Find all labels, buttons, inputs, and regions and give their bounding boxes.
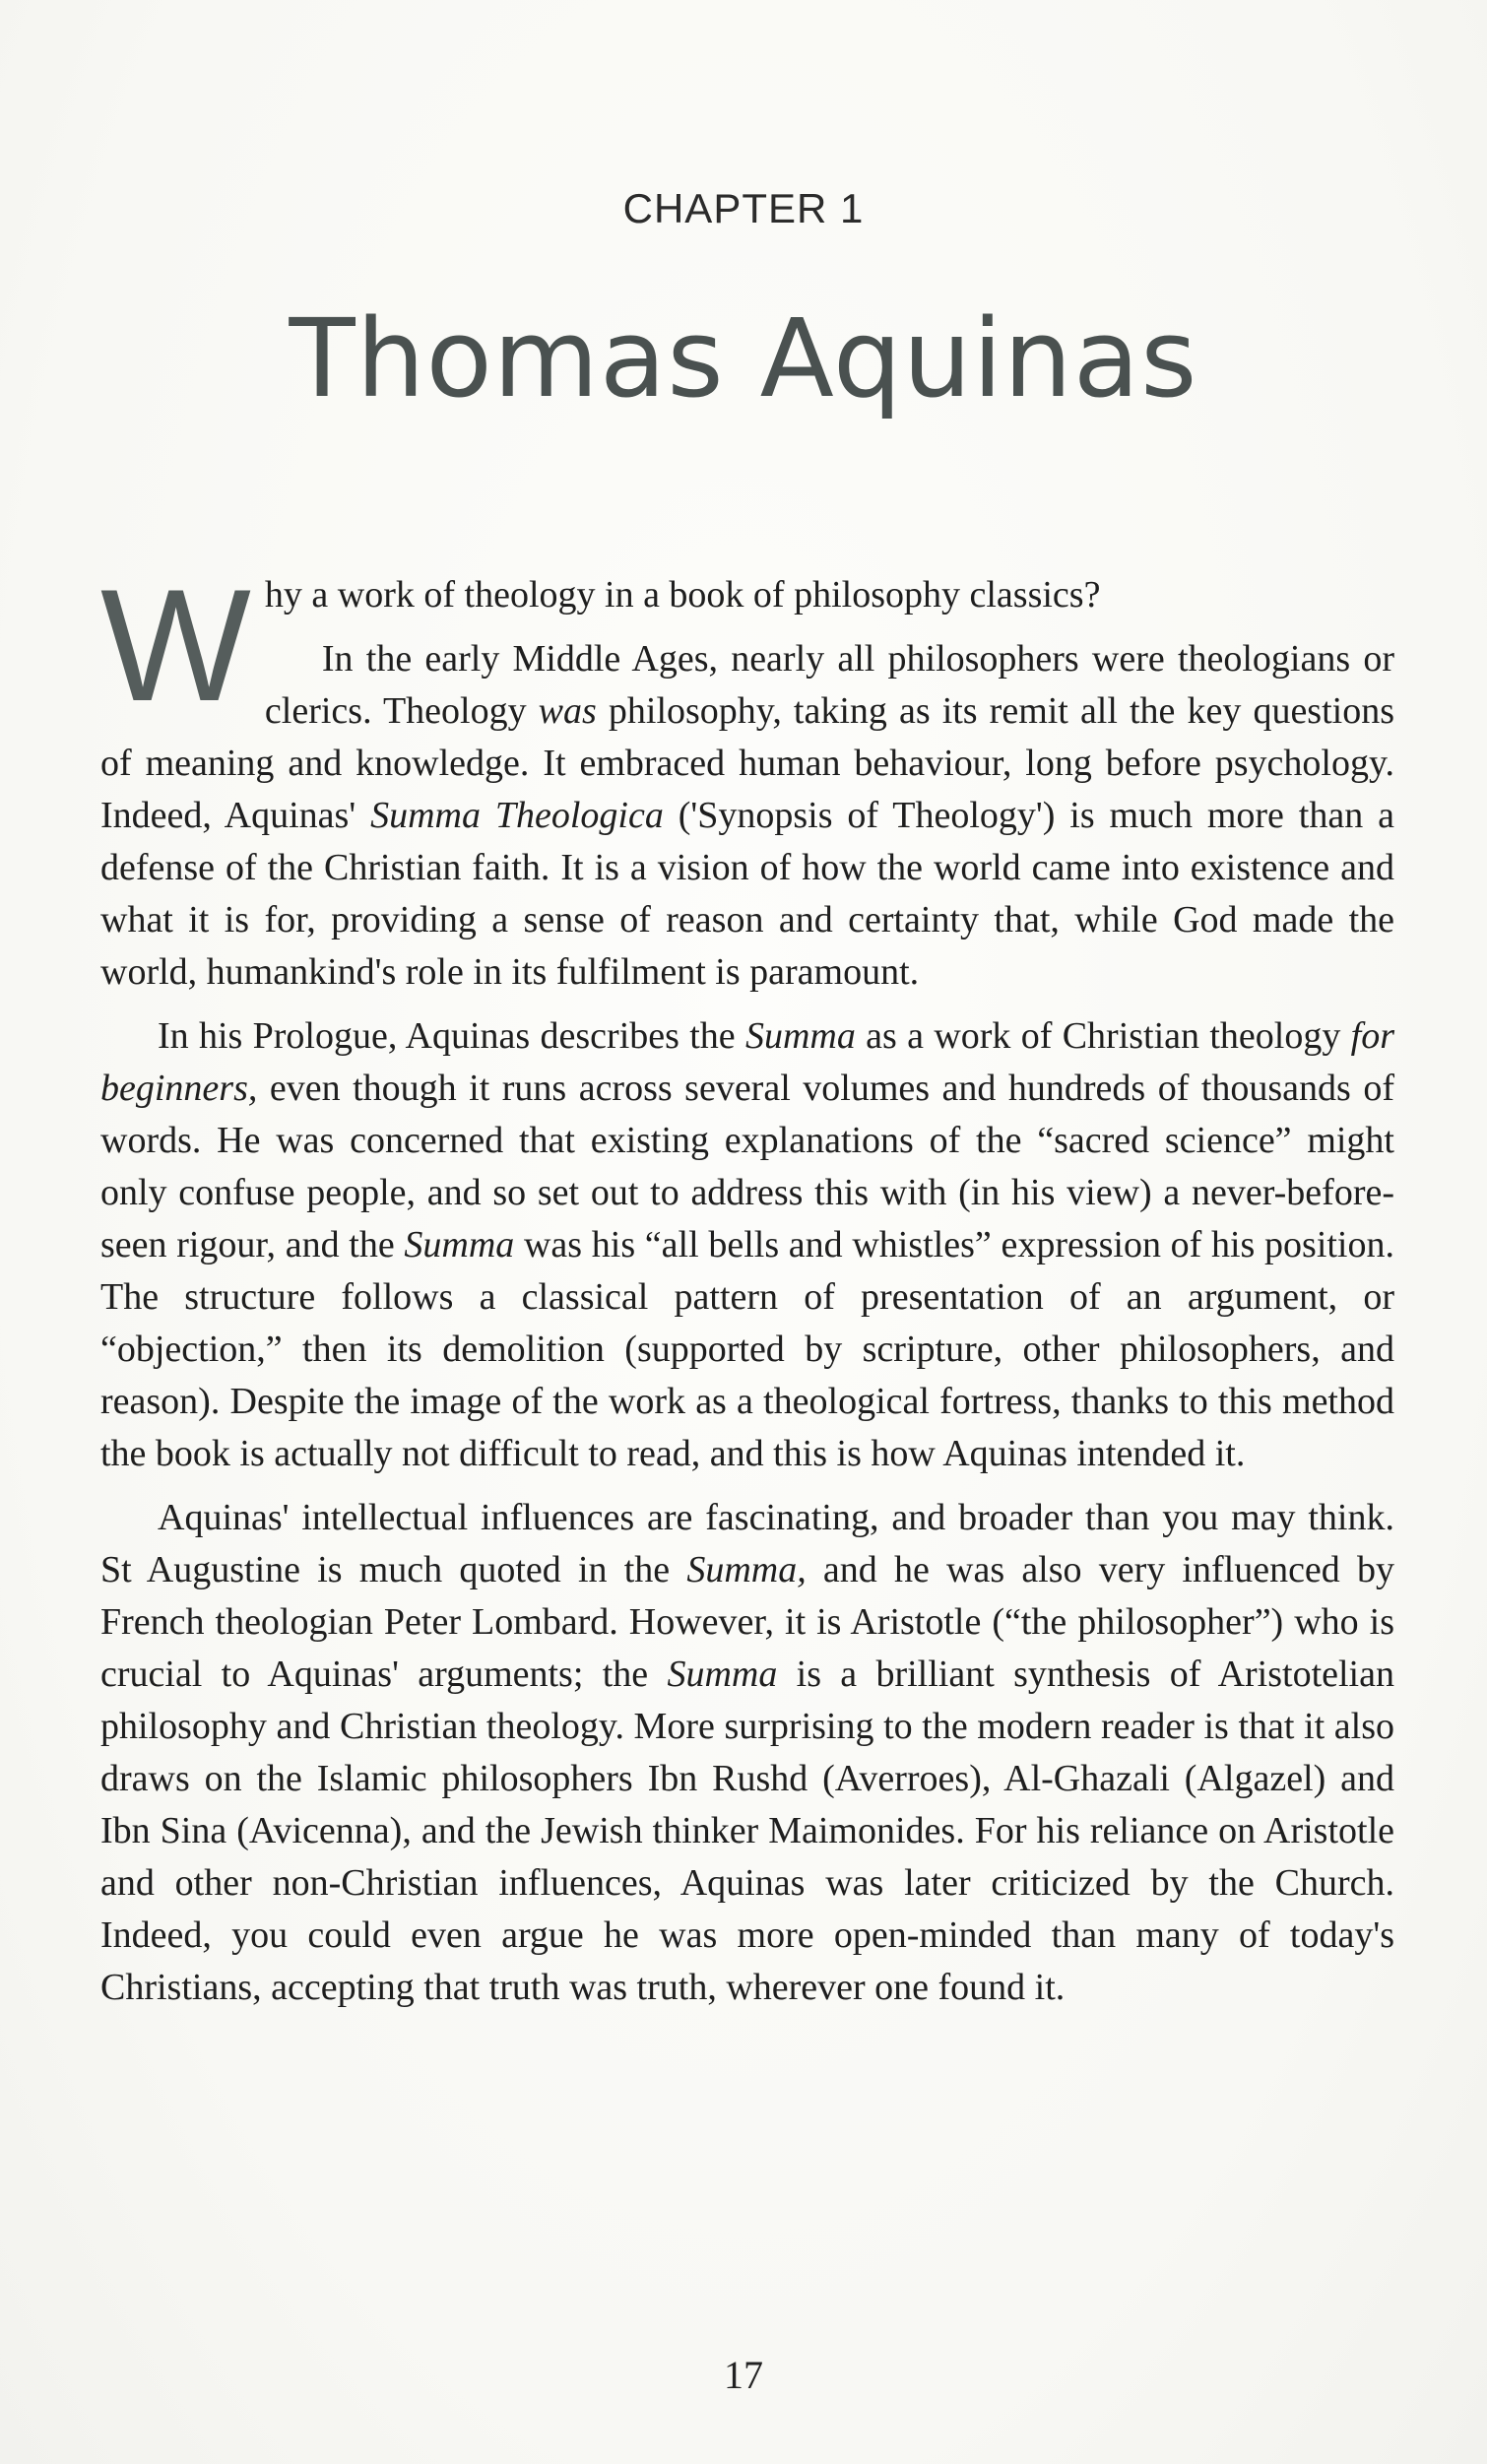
book-title-text: Summa [404, 1224, 515, 1265]
emphasis-text: for beginners, [100, 1015, 1394, 1109]
paragraph-text: In the early Middle Ages, nearly all philosophers were theologians or clerics. Theology [264, 638, 1394, 732]
paragraph-text: ('Synopsis of Theology') is much more than a defense of the Christian faith. It is a vision of how the world came into existence and what it is for, providing a sense of reason and certainty that, while God made the world, humankind's role in its fulfilment is paramount. [100, 795, 1394, 993]
chapter-title: Thomas Aquinas [289, 295, 1198, 421]
book-title-text: Summa, [686, 1549, 807, 1590]
paragraph-text: is a brilliant synthesis of Aristotelian philosophy and Christian theology. More surprising to the modern reader is that it also draws on the Islamic philosophers Ibn Rushd (Averroes), Al-Ghazali (Algazel) and Ibn Sina (Avicenna), and the Jewish thinker Maimonides. For his reliance on Aristotle and other non-Christian influences, Aquinas was later criticized by the Church. Indeed, you could even argue he was more open-minded than many of today's Christians, accepting that truth was truth, wherever one found it. [100, 1653, 1394, 2008]
paragraph-text: philosophy, taking as its remit all the key questions of meaning and knowledge. It embraced human behaviour, long before psychology. Indeed, Aquinas' [100, 690, 1394, 836]
paragraph-text: was his “all bells and whistles” expression of his position. The structure follows a classical pattern of presentation of an argument, or “objection,” then its demolition (supported by scripture, other philosophers, and reason). Despite the image of the work as a theological fortress, thanks to this method the book is actually not difficult to read, and this is how Aquinas intended it. [100, 1224, 1394, 1474]
paragraph-theology [100, 633, 1394, 999]
paragraph-prologue [100, 1010, 1394, 1480]
emphasis-text: was [538, 690, 597, 732]
paragraph-text: as a work of Christian theology [855, 1015, 1351, 1057]
paragraph-text: In his Prologue, Aquinas describes the [158, 1015, 745, 1057]
opening-line: hy a work of theology in a book of philosophy classics? [264, 574, 1101, 616]
paragraph-text: and he was also very influenced by French theologian Peter Lombard. However, it is Aristotle (“the philosopher”) who is crucial to Aquinas' arguments; the [100, 1549, 1394, 1695]
book-title-text: Summa Theologica [370, 795, 664, 836]
paragraph-text: Aquinas' intellectual influences are fascinating, and broader than you may think. St Augustine is much quoted in the [100, 1497, 1394, 1590]
drop-cap: W [100, 556, 251, 735]
paragraph-text: even though it runs across several volumes and hundreds of thousands of words. He was concerned that existing explanations of the “sacred science” might only confuse people, and so set out to address this with (in his view) a never-before-seen rigour, and the [100, 1068, 1394, 1265]
page-number: 17 [724, 2353, 763, 2397]
chapter-label: CHAPTER 1 [622, 185, 865, 231]
body-text [100, 556, 1394, 2014]
book-title-text: Summa [667, 1653, 778, 1695]
book-title-text: Summa [744, 1015, 856, 1057]
paragraph-influences [100, 1492, 1394, 2014]
